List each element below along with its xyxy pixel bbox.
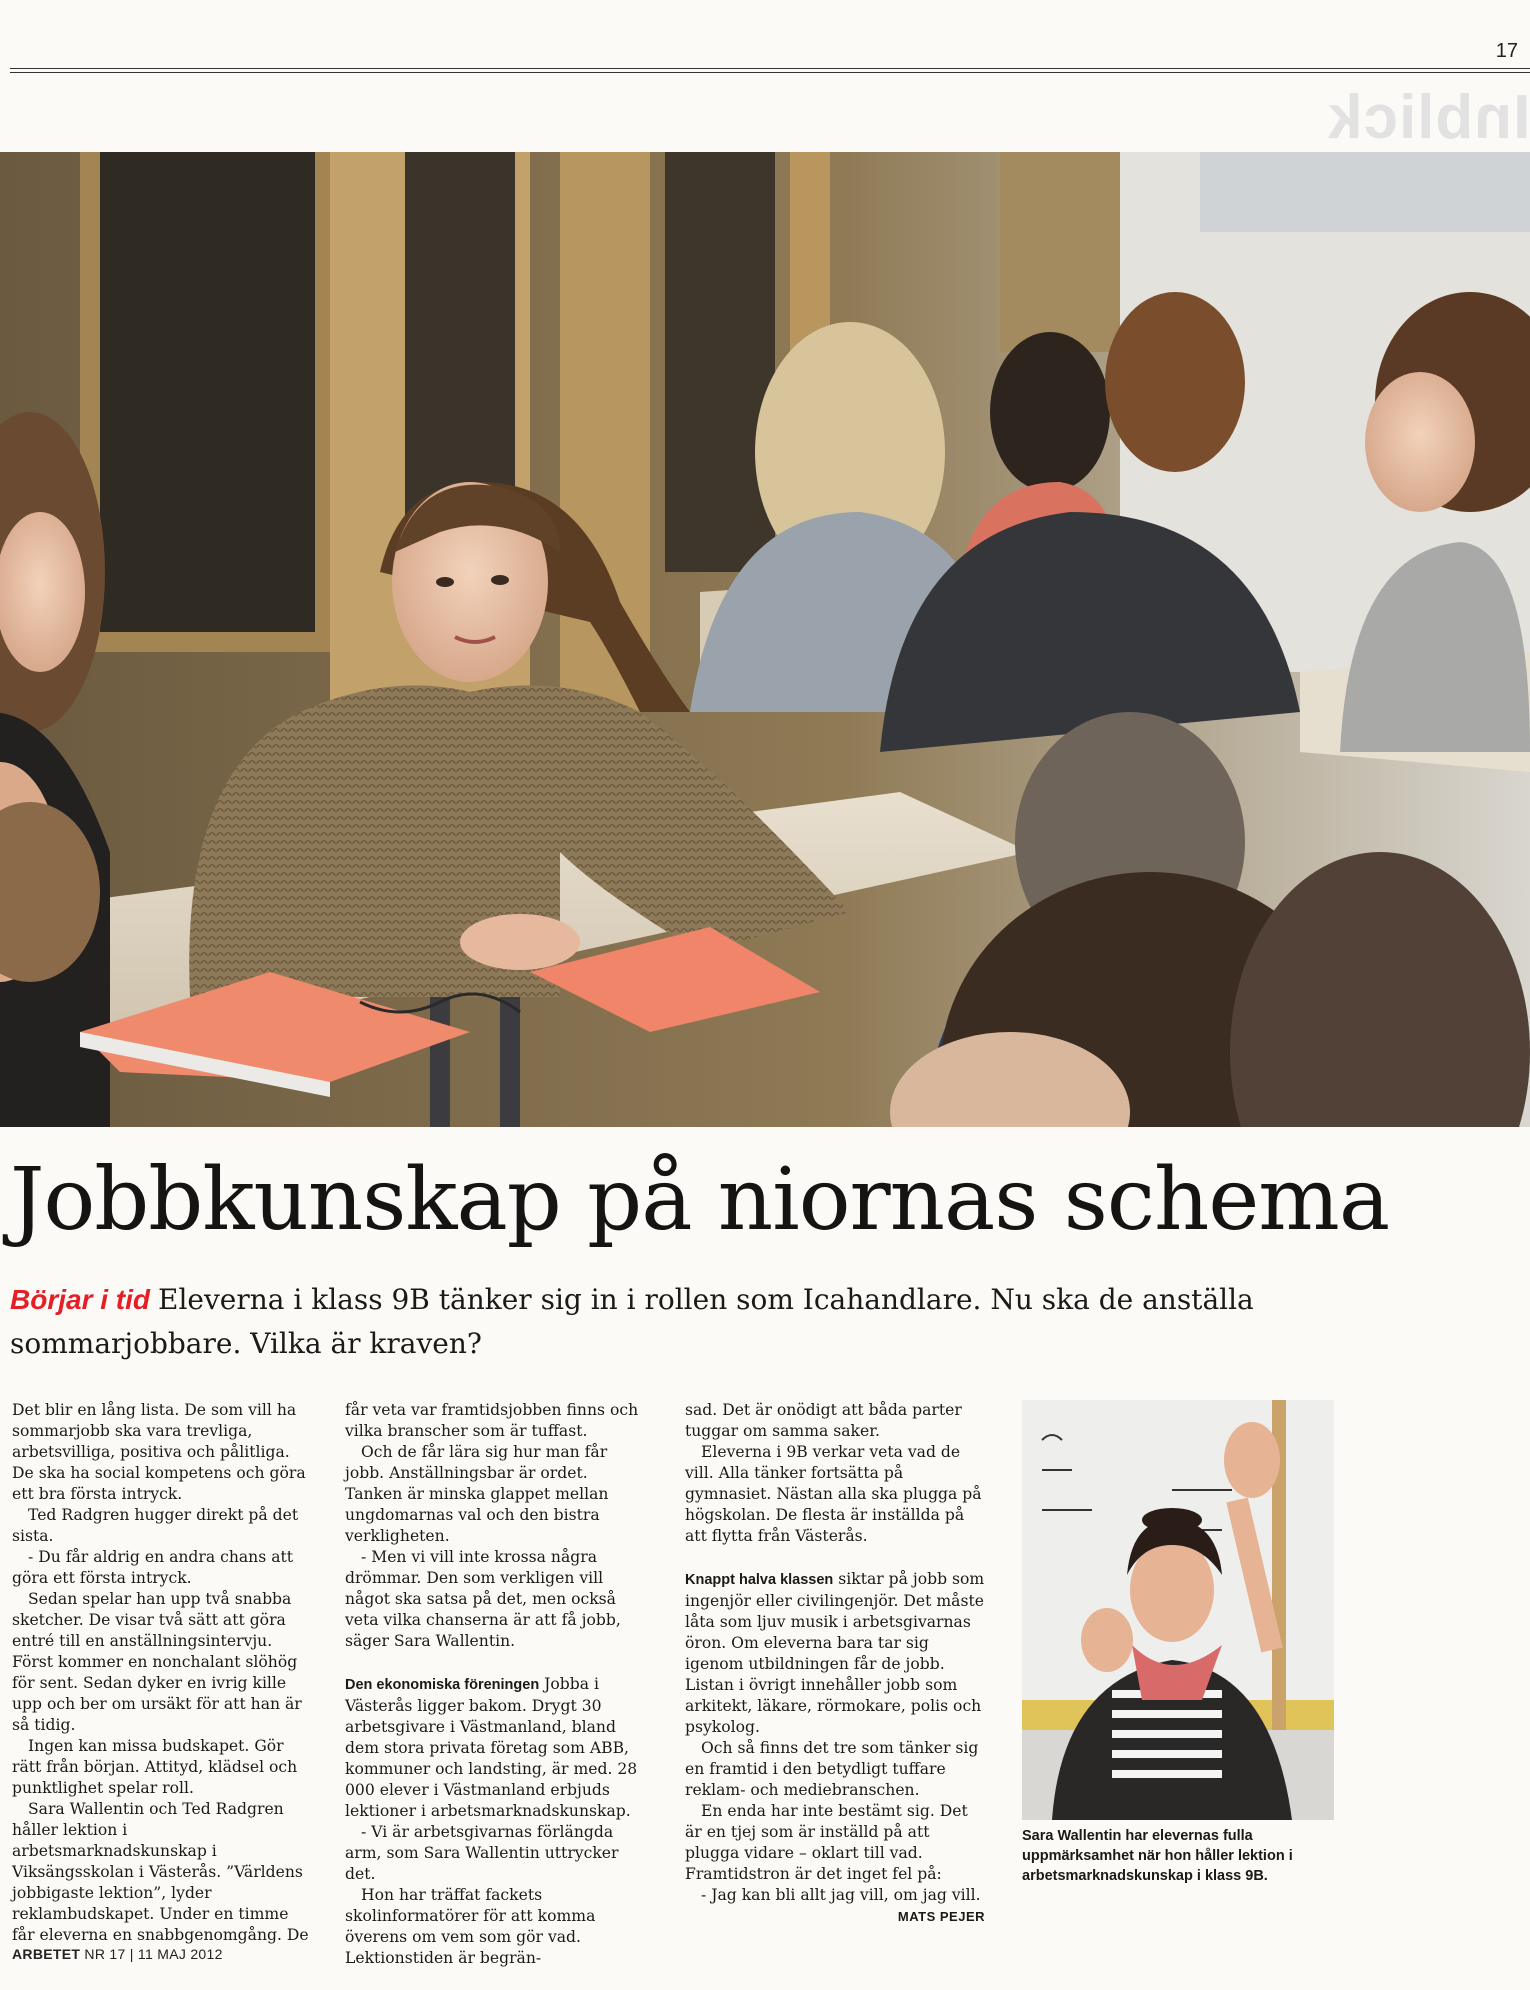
- paragraph: Hon har träffat fackets skolinformatörer för att komma överens om vem som gör vad. Lektionstiden är begrän-: [345, 1886, 596, 1967]
- teacher-photo-icon: [1022, 1400, 1334, 1820]
- subhead: Knappt halva klassen: [685, 1572, 834, 1588]
- paragraph: Sara Wallentin och Ted Radgren håller lektion i arbetsmarknadskunskap i Viksängsskolan i Västerås. ”Världens jobbigaste lektion”, lyder reklambudskapet. Under en timme får eleverna en snabbgenomgång. De: [12, 1800, 309, 1944]
- headline: Jobbkunskap på niornas schema: [10, 1150, 1390, 1250]
- paragraph: Det blir en lång lista. De som vill ha sommarjobb ska vara trevliga, arbetsvilliga, positiva och pålitliga. De ska ha social kompetens och göra ett bra första intryck.: [12, 1401, 306, 1503]
- lead-paragraph: [10, 1278, 1310, 1366]
- classroom-photo-icon: [0, 152, 1530, 1127]
- paragraph: [685, 1569, 985, 1738]
- paragraph: Och de får lära sig hur man får jobb. Anställningsbar är ordet. Tanken är minska glappet mellan ungdomarnas val och den bistra verkligheten.: [345, 1443, 609, 1545]
- paragraph: Sedan spelar han upp två snabba sketcher. De visar två sätt att göra entré till en anställningsintervju. Först kommer en nonchalant slöhög för sent. Sedan dyker en ivrig kille upp och ber om ursäkt för att han är så tidig.: [12, 1590, 302, 1734]
- spacer: [685, 1547, 985, 1569]
- lead-text: Eleverna i klass 9B tänker sig in i rollen som Icahandlare. Nu ska de anställa sommarjobbare. Vilka är kraven?: [10, 1283, 1254, 1360]
- main-photo: [0, 152, 1530, 1127]
- photo-caption: Sara Wallentin har elevernas fulla uppmärksamhet när hon håller lektion i arbetsmarknadskunskap i klass 9B.: [1022, 1828, 1293, 1884]
- column-2: [345, 1400, 645, 1969]
- paragraph: En enda har inte bestämt sig. Det är en tjej som är inställd på att plugga vidare – oklart till vad. Framtidstron är det inget fel på:: [685, 1802, 968, 1883]
- paragraph-text: siktar på jobb som ingenjör eller civilingenjör. Det måste låta som ljuv musik i arbetsgivarnas öron. Om eleverna bara tar sig igenom utbildningen får de jobb. Listan i övrigt innehåller jobb som arkitekt, läkare, rörmokare, polis och psykolog.: [685, 1570, 985, 1736]
- bleed-section-word: Inblick: [1326, 83, 1530, 148]
- paragraph: får veta var framtidsjobben finns och vilka branscher som är tuffast.: [345, 1401, 639, 1440]
- page-number: 17: [1495, 40, 1518, 62]
- column-1: [12, 1400, 312, 1946]
- paragraph-text: Jobba i Västerås ligger bakom. Drygt 30 arbetsgivare i Västmanland, bland dem stora privata företag som ABB, kommuner och landsting, är med. 28 000 elever i Västmanland erbjuds lektioner i arbetsmarknadskunskap.: [345, 1675, 638, 1820]
- paragraph: sad. Det är onödigt att båda parter tuggar om samma saker.: [685, 1401, 962, 1440]
- issue-info: NR 17 | 11 MAJ 2012: [84, 1946, 223, 1962]
- paragraph: Ted Radgren hugger direkt på det sista.: [12, 1506, 299, 1545]
- publication-name: ARBETET: [12, 1946, 81, 1962]
- paragraph: [345, 1674, 645, 1822]
- top-rule: [10, 68, 1530, 73]
- paragraph: - Men vi vill inte krossa några drömmar. Den som verkligen vill något ska satsa på det, men också veta vilka chanserna är att få jobb, säger Sara Wallentin.: [345, 1548, 621, 1650]
- subhead: Den ekonomiska föreningen: [345, 1677, 540, 1693]
- paragraph: - Jag kan bli allt jag vill, om jag vill.: [701, 1886, 981, 1904]
- column-3: [685, 1400, 985, 1927]
- paragraph: Eleverna i 9B verkar veta vad de vill. Alla tänker fortsätta på gymnasiet. Nästan alla ska plugga på högskolan. De flesta är inställda på att flytta från Västerås.: [685, 1443, 982, 1545]
- bleed-through: [780, 78, 1530, 148]
- paragraph: - Du får aldrig en andra chans att göra ett första intryck.: [12, 1548, 294, 1587]
- paragraph: Ingen kan missa budskapet. Gör rätt från början. Attityd, klädsel och punktlighet spelar roll.: [12, 1737, 298, 1797]
- footer: [12, 1946, 223, 1962]
- paragraph: Och så finns det tre som tänker sig en framtid i den betydligt tuffare reklam- och mediebranschen.: [685, 1739, 979, 1799]
- teacher-photo: [1022, 1400, 1334, 1820]
- spacer: [345, 1652, 645, 1674]
- kicker: Börjar i tid: [10, 1284, 151, 1315]
- paragraph: - Vi är arbetsgivarnas förlängda arm, som Sara Wallentin uttrycker det.: [345, 1823, 619, 1883]
- byline: MATS PEJER: [897, 1909, 985, 1924]
